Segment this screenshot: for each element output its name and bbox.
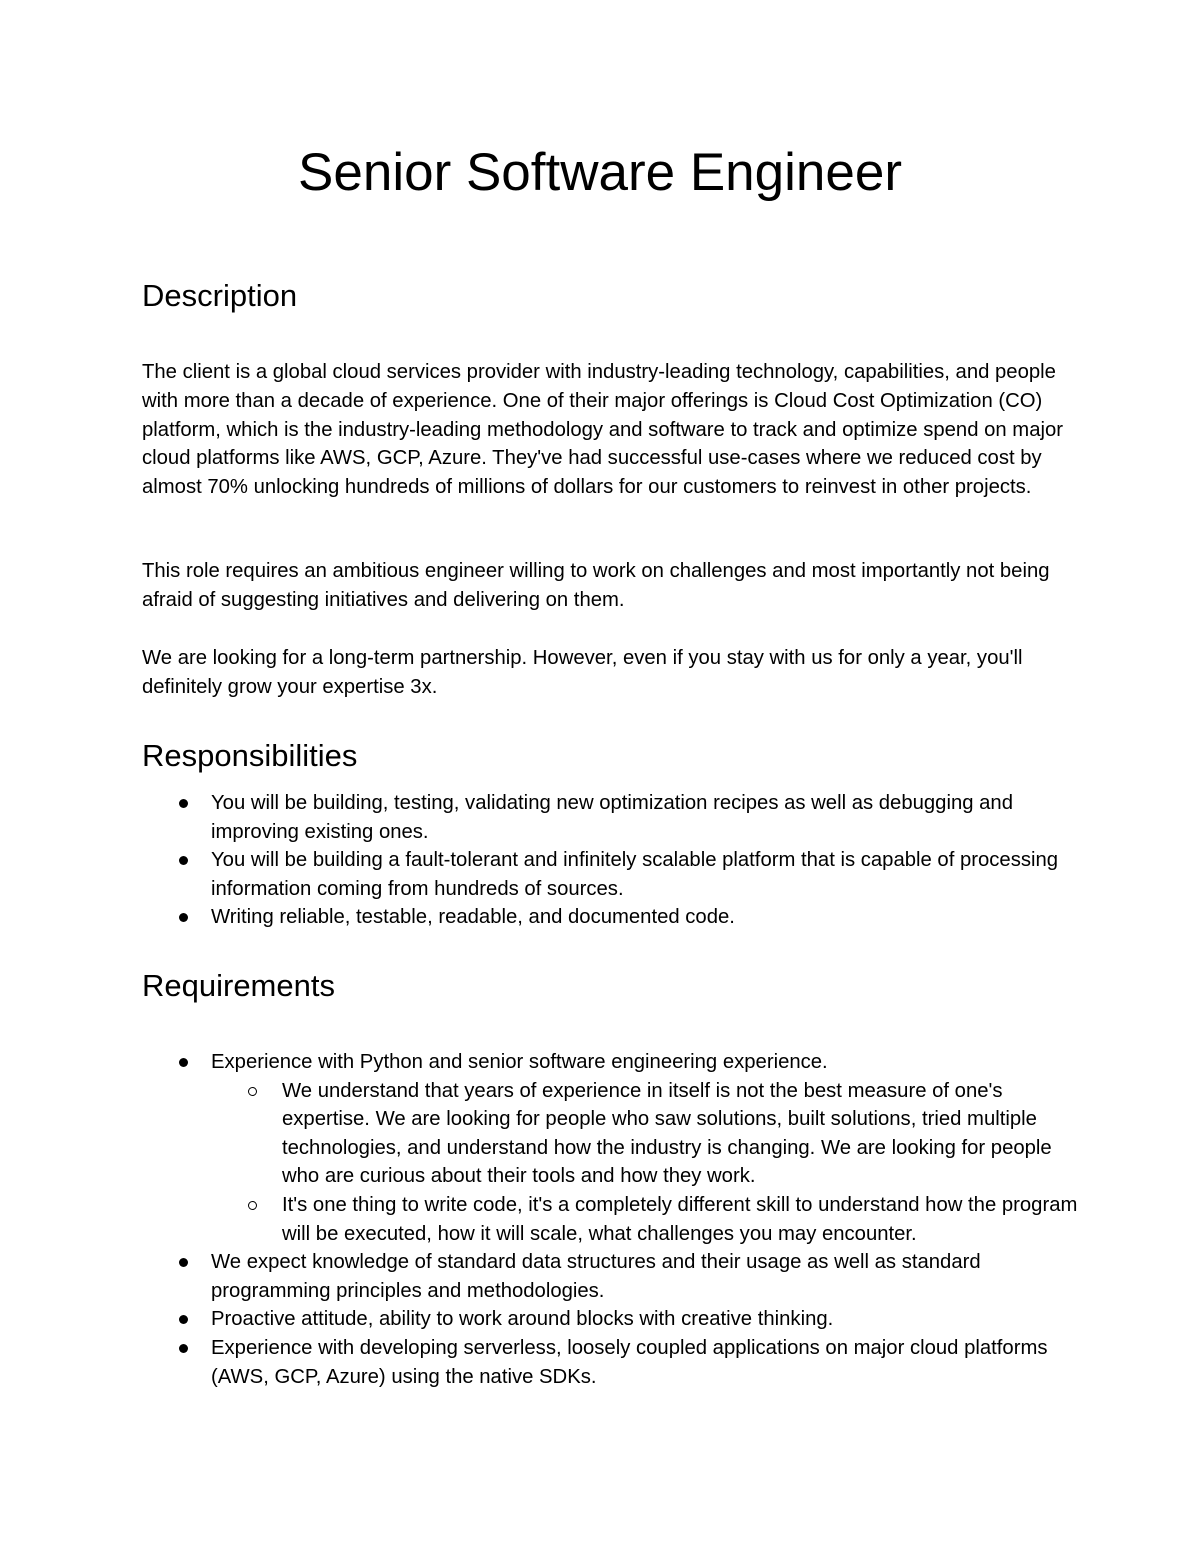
- description-paragraph-2: This role requires an ambitious engineer willing to work on challenges and most importantly not being afraid of suggesting initiatives and delivering on them.: [142, 560, 1050, 611]
- description-paragraph-1: The client is a global cloud services provider with industry-leading technology, capabilities, and people with more than a decade of experience. One of their major offerings is Cloud Cost Optimization (CO) platform, which is the industry-leading methodology and software to track and optimize spend on major cloud platforms like AWS, GCP, Azure. They've had successful use-cases where we reduced cost by almost 70% unlocking hundreds of millions of dollars for our customers to reinvest in other projects.: [142, 361, 1064, 499]
- bullet-icon: [179, 856, 188, 865]
- sub-list-item: [211, 1191, 1082, 1248]
- list-item: [142, 903, 1082, 932]
- bullet-icon: [179, 1315, 188, 1324]
- responsibility-text: Writing reliable, testable, readable, and documented code.: [211, 906, 735, 929]
- list-item: [142, 1048, 1082, 1248]
- list-item: [142, 1248, 1082, 1305]
- hollow-bullet-icon: [248, 1201, 257, 1210]
- requirement-text: Experience with developing serverless, loosely coupled applications on major cloud platforms (AWS, GCP, Azure) using the native SDKs.: [211, 1336, 1048, 1388]
- responsibility-text: You will be building a fault-tolerant and infinitely scalable platform that is capable of processing information coming from hundreds of sources.: [211, 849, 1059, 900]
- document-title: Senior Software Engineer: [298, 143, 902, 202]
- requirement-subtext: We understand that years of experience in itself is not the best measure of one's expertise. We are looking for people who saw solutions, built solutions, tried multiple technologies, and understand how the industry is changing. We are looking for people who are curious about their tools and how they work.: [282, 1079, 1052, 1188]
- bullet-icon: [179, 1258, 188, 1267]
- requirement-text: Experience with Python and senior software engineering experience.: [211, 1051, 828, 1073]
- responsibilities-list: [142, 789, 1082, 932]
- bullet-icon: [179, 1344, 188, 1353]
- responsibility-text: You will be building, testing, validating new optimization recipes as well as debugging and improving existing ones.: [211, 792, 1013, 843]
- description-paragraph-3: We are looking for a long-term partnership. However, even if you stay with us for only a year, you'll definitely grow your expertise 3x.: [142, 647, 1023, 698]
- requirement-subtext: It's one thing to write code, it's a completely different skill to understand how the program will be executed, how it will scale, what challenges you may encounter.: [282, 1193, 1078, 1245]
- list-item: [142, 789, 1082, 846]
- sub-list-item: [211, 1077, 1082, 1191]
- responsibilities-heading: Responsibilities: [142, 738, 358, 773]
- requirements-list: [142, 1048, 1082, 1391]
- list-item: [142, 1305, 1082, 1334]
- requirement-text: Proactive attitude, ability to work around blocks with creative thinking.: [211, 1308, 834, 1331]
- bullet-icon: [179, 1058, 188, 1067]
- list-item: [142, 1334, 1082, 1391]
- description-heading: Description: [142, 278, 298, 313]
- requirements-heading: Requirements: [142, 968, 335, 1003]
- hollow-bullet-icon: [248, 1087, 257, 1096]
- requirement-sublist: [211, 1077, 1082, 1249]
- requirement-text: We expect knowledge of standard data structures and their usage as well as standard programming principles and methodologies.: [211, 1251, 981, 1302]
- bullet-icon: [179, 799, 188, 808]
- bullet-icon: [179, 913, 188, 922]
- list-item: [142, 846, 1082, 903]
